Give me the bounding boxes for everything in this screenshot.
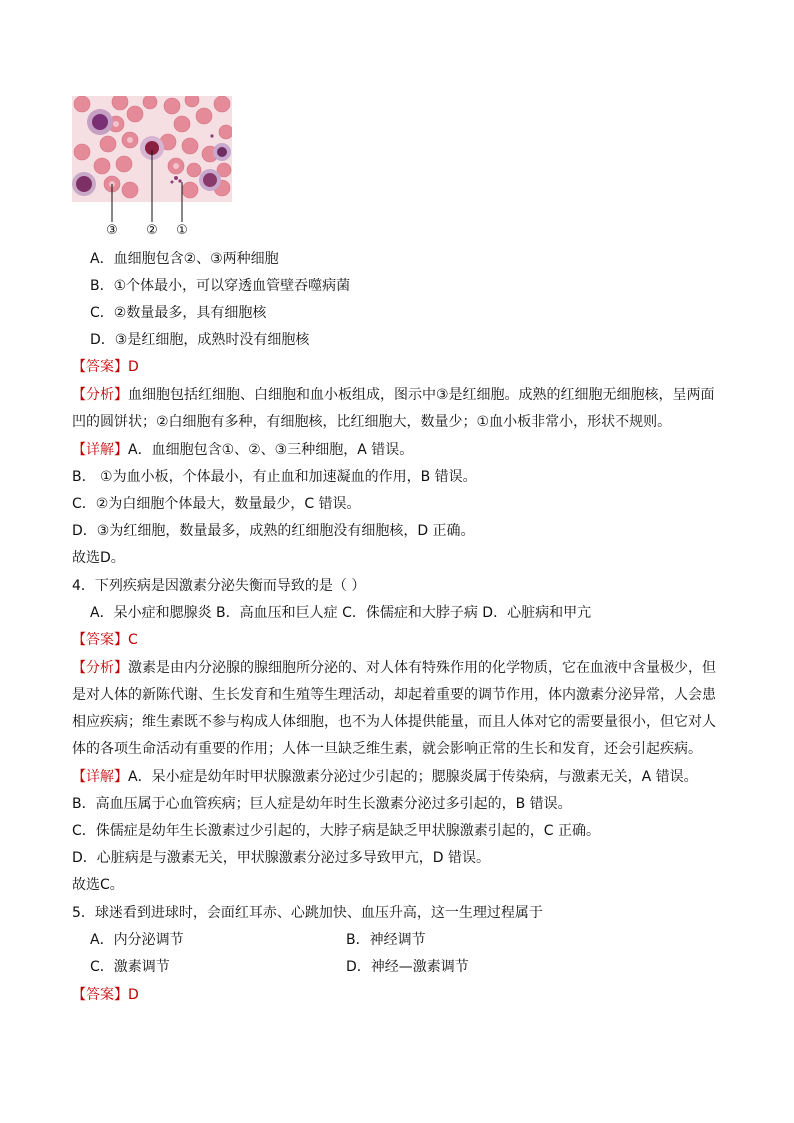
- detail-text: A．血细胞包含①、②、③三种细胞，A 错误。: [128, 442, 414, 458]
- q5-option-a: A．内分泌调节: [90, 932, 184, 948]
- q3-option-c: C．②数量最多，具有细胞核: [90, 305, 267, 321]
- answer-tag: 【答案】: [72, 359, 128, 375]
- label-1: ①: [176, 223, 188, 238]
- q4-options: A．呆小症和腮腺炎 B．高血压和巨人症 C．侏儒症和大脖子病 D．心脏病和甲亢: [90, 605, 592, 621]
- q5-option-d: D．神经—激素调节: [346, 959, 469, 975]
- answer-value: D: [128, 987, 139, 1003]
- q4-answer: [72, 630, 138, 650]
- q4-analysis-line-2: 是对人体的新陈代谢、生长发育和生殖等生理活动，却起着重要的调节作用，体内激素分泌异常，人会患: [72, 687, 716, 703]
- q3-analysis-line-2: 凹的圆饼状；②白细胞有多种，有细胞核，比红细胞大，数量少；①血小板非常小，形状不规则。: [72, 414, 672, 430]
- analysis-text: 血细胞包括红细胞、白细胞和血小板组成，图示中③是红细胞。成熟的红细胞无细胞核，呈两面: [128, 387, 715, 403]
- q4-detail-line-4: D．心脏病是与激素无关，甲状腺激素分泌过多导致甲亢，D 错误。: [72, 850, 491, 866]
- analysis-text: 激素是由内分泌腺的腺细胞所分泌的、对人体有特殊作用的化学物质，它在血液中含量极少，但: [128, 660, 716, 676]
- detail-tag: 【详解】: [72, 769, 128, 785]
- q3-conclusion: 故选D。: [72, 550, 125, 566]
- analysis-tag: 【分析】: [72, 660, 128, 676]
- blood-cell-figure: [72, 96, 234, 246]
- answer-tag: 【答案】: [72, 987, 128, 1003]
- q3-analysis-line-1: [72, 385, 715, 405]
- q3-option-a: A．血细胞包含②、③两种细胞: [90, 251, 279, 267]
- q3-answer: [72, 357, 139, 377]
- q3-option-b: B．①个体最小，可以穿透血管壁吞噬病菌: [90, 278, 351, 294]
- label-3: ③: [106, 223, 118, 238]
- analysis-tag: 【分析】: [72, 387, 128, 403]
- answer-value: C: [128, 632, 138, 648]
- detail-tag: 【详解】: [72, 442, 128, 458]
- q4-detail-line-1: [72, 767, 698, 787]
- q4-detail-line-2: B．高血压属于心血管疾病；巨人症是幼年时生长激素分泌过多引起的，B 错误。: [72, 796, 572, 812]
- answer-tag: 【答案】: [72, 632, 128, 648]
- detail-text: A．呆小症是幼年时甲状腺激素分泌过少引起的；腮腺炎属于传染病，与激素无关，A 错误。: [128, 769, 698, 785]
- q5-option-c: C．激素调节: [90, 959, 170, 975]
- label-2: ②: [146, 223, 158, 238]
- q3-detail-line-3: C．②为白细胞个体最大，数量最少，C 错误。: [72, 496, 361, 512]
- q3-option-d: D．③是红细胞，成熟时没有细胞核: [90, 332, 310, 348]
- q5-stem: 5．球迷看到进球时，会面红耳赤、心跳加快、血压升高，这一生理过程属于: [72, 905, 543, 921]
- q3-detail-line-4: D．③为红细胞，数量最多，成熟的红细胞没有细胞核，D 正确。: [72, 523, 475, 539]
- q4-detail-line-3: C．侏儒症是幼年生长激素过少引起的，大脖子病是缺乏甲状腺激素引起的，C 正确。: [72, 823, 600, 839]
- q4-stem: 4．下列疾病是因激素分泌失衡而导致的是（ ）: [72, 578, 366, 594]
- q4-analysis-line-4: 体的各项生命活动有重要的作用；人体一旦缺乏维生素，就会影响正常的生长和发育，还会引起疾病。: [72, 741, 702, 757]
- answer-value: D: [128, 359, 139, 375]
- q4-conclusion: 故选C。: [72, 877, 124, 893]
- q4-analysis-line-3: 相应疾病；维生素既不参与构成人体细胞，也不为人体提供能量，而且人体对它的需要量很小，但它对人: [72, 714, 716, 730]
- q3-detail-line-2: B． ①为血小板，个体最小，有止血和加速凝血的作用，B 错误。: [72, 469, 477, 485]
- q4-analysis-line-1: [72, 658, 716, 678]
- q5-answer: [72, 985, 139, 1005]
- q5-option-b: B．神经调节: [346, 932, 426, 948]
- q3-detail-line-1: [72, 440, 413, 460]
